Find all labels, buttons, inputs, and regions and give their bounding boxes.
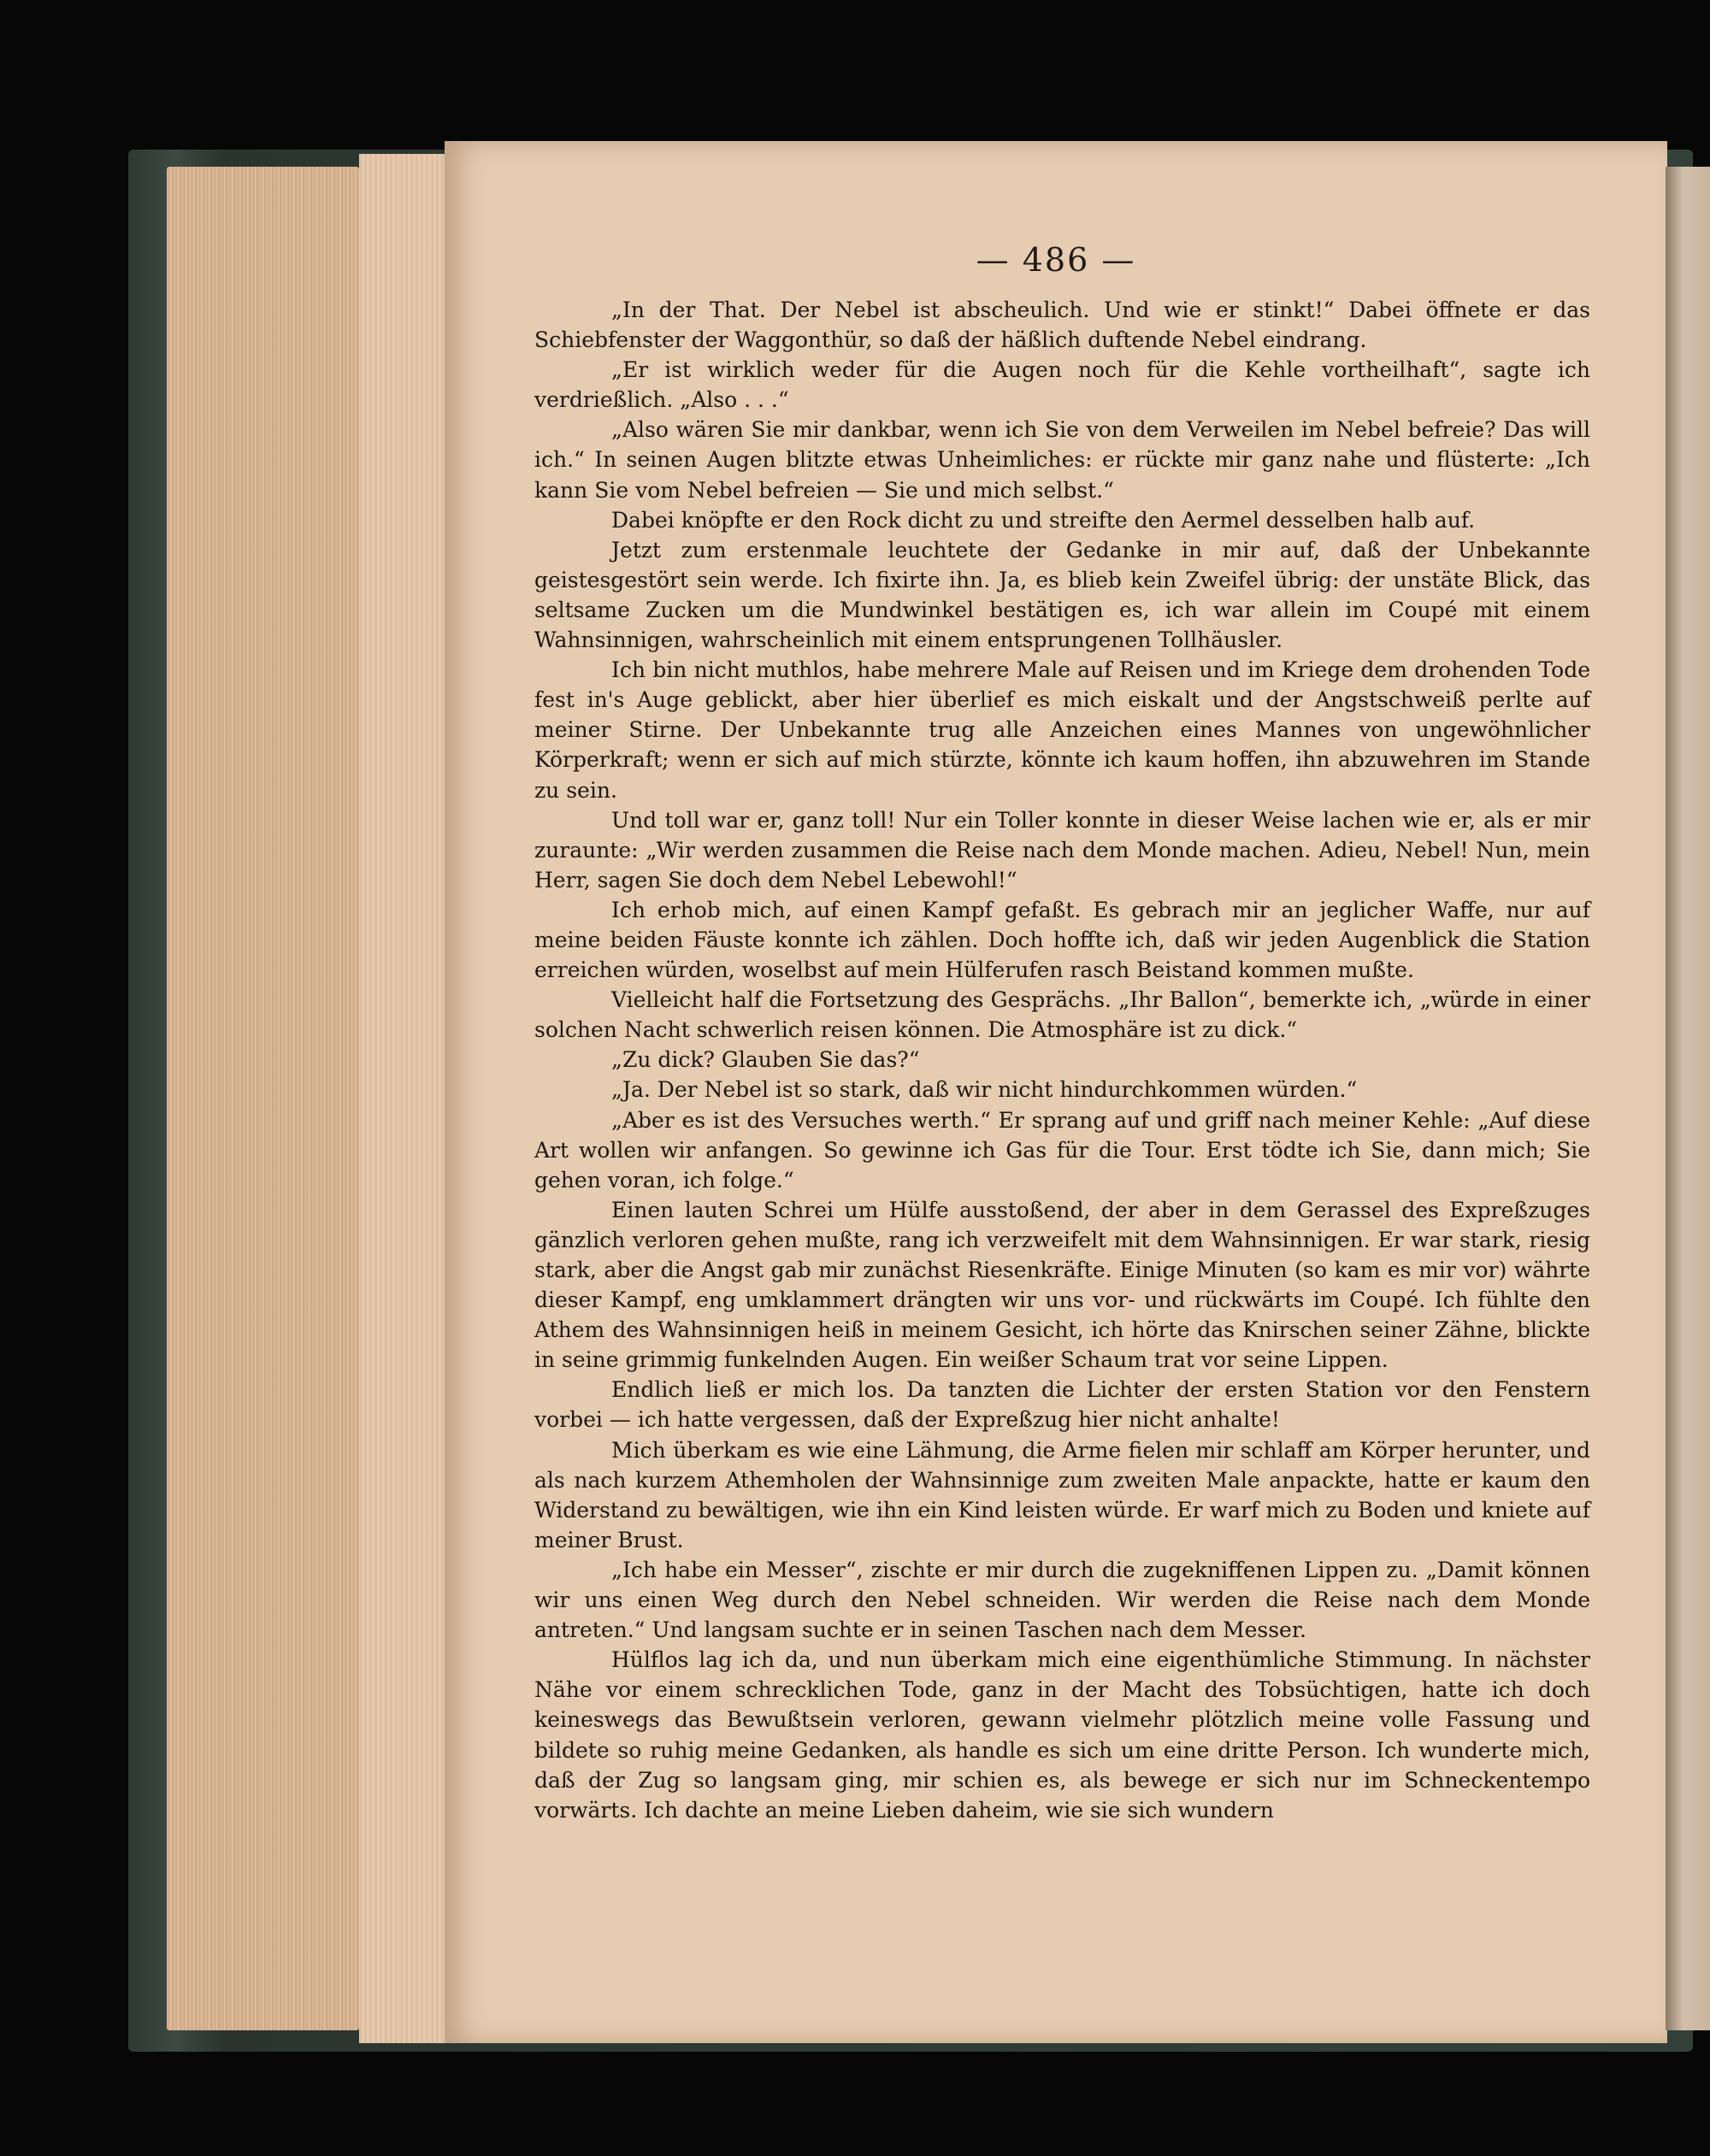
paragraph: Mich überkam es wie eine Lähmung, die Arme fielen mir schlaff am Körper herunter, und als nach kurzem Athemholen der Wahnsinnige zum zweiten Male anpackte, hatte er kaum den Widerstand zu bewältigen, wie ihn ein Kind leisten würde. Er warf mich zu Boden und kniete auf meiner Brust. — [534, 1437, 1590, 1552]
page-number: — 486 — — [976, 241, 1136, 279]
paragraph: Dabei knöpfte er den Rock dicht zu und streifte den Aermel desselben halb auf. — [611, 507, 1476, 533]
paragraph: Ich bin nicht muthlos, habe mehrere Male auf Reisen und im Kriege dem drohenden Tode fest in's Auge geblickt, aber hier überlief es mich eiskalt und der Angstschweiß perlte auf meiner Stirne. Der Unbekannte trug alle Anzeichen eines Mannes von ungewöhnlicher Körperkraft; wenn er sich auf mich stürzte, könnte ich kaum hoffen, ihn abzuwehren im Stande zu sein. — [534, 657, 1590, 803]
paragraph: Hülflos lag ich da, und nun überkam mich eine eigenthümliche Stimmung. In nächster Nähe vor einem schrecklichen Tode, ganz in der Macht des Tobsüchtigen, hatte ich doch keineswegs das Bewußtsein verloren, gewann vielmehr plötzlich meine volle Fassung und bildete so ruhig meine Gedanken, als handle es sich um eine dritte Person. Ich wunderte mich, daß der Zug so langsam ging, mir schien es, als bewege er sich nur im Schneckentempo vorwärts. Ich dachte an meine Lieben daheim, wie sie sich wundern — [534, 1647, 1590, 1823]
paragraph: „Ich habe ein Messer“, zischte er mir durch die zugekniffenen Lippen zu. „Damit können wir uns einen Weg durch den Nebel schneiden. Wir werden die Reise nach dem Monde antreten.“ Und langsam suchte er in seinen Taschen nach dem Messer. — [534, 1557, 1590, 1643]
paragraph: Und toll war er, ganz toll! Nur ein Toller konnte in dieser Weise lachen wie er, als er mir zuraunte: „Wir werden zusammen die Reise nach dem Monde machen. Adieu, Nebel! Nun, mein Herr, sagen Sie doch dem Nebel Lebewohl!“ — [534, 807, 1590, 892]
paragraph: Einen lauten Schrei um Hülfe ausstoßend, der aber in dem Gerassel des Expreßzuges gänzlich verloren gehen mußte, rang ich verzweifelt mit dem Wahnsinnigen. Er war stark, riesig stark, aber die Angst gab mir zunächst Riesenkräfte. Einige Minuten (so kam es mir vor) währte dieser Kampf, eng umklammert drängten wir uns vor- und rückwärts im Coupé. Ich fühlte den Athem des Wahnsinnigen heiß in meinem Gesicht, ich hörte das Knirschen seiner Zähne, blickte in seine grimmig funkelnden Augen. Ein weißer Schaum trat vor seine Lippen. — [534, 1197, 1590, 1373]
opposite-page-edge — [1666, 167, 1710, 2030]
paragraph: Endlich ließ er mich los. Da tanzten die Lichter der ersten Station vor den Fenstern vorbei — ich hatte vergessen, daß der Expreßzug hier nicht anhalte! — [534, 1377, 1590, 1433]
paragraph: „Ja. Der Nebel ist so stark, daß wir nicht hindurchkommen würden.“ — [611, 1077, 1358, 1103]
page-edges-inner — [359, 154, 453, 2043]
paragraph: „In der That. Der Nebel ist abscheulich. Und wie er stinkt!“ Dabei öffnete er das Schiebfenster der Waggonthür, so daß der häßlich duftende Nebel eindrang. — [534, 297, 1590, 353]
paragraph: „Zu dick? Glauben Sie das?“ — [611, 1047, 920, 1073]
paragraph: Jetzt zum erstenmale leuchtete der Gedanke in mir auf, daß der Unbekannte geistesgestört sein werde. Ich fixirte ihn. Ja, es blieb kein Zweifel übrig: der unstäte Blick, das seltsame Zucken um die Mundwinkel bestätigen es, ich war allein im Coupé mit einem Wahnsinnigen, wahrscheinlich mit einem entsprungenen Tollhäusler. — [534, 537, 1590, 653]
paragraph: „Aber es ist des Versuches werth.“ Er sprang auf und griff nach meiner Kehle: „Auf diese Art wollen wir anfangen. So gewinne ich Gas für die Tour. Erst tödte ich Sie, dann mich; Sie gehen voran, ich folge.“ — [534, 1107, 1590, 1193]
paragraph: „Er ist wirklich weder für die Augen noch für die Kehle vortheilhaft“, sagte ich verdrießlich. „Also . . .“ — [534, 357, 1590, 413]
page-edges — [167, 167, 359, 2030]
paragraph: Ich erhob mich, auf einen Kampf gefaßt. Es gebrach mir an jeglicher Waffe, nur auf meine beiden Fäuste konnte ich zählen. Doch hoffte ich, daß wir jeden Augenblick die Station erreichen würden, woselbst auf mein Hülferufen rasch Beistand kommen mußte. — [534, 897, 1590, 983]
paragraph: Vielleicht half die Fortsetzung des Gesprächs. „Ihr Ballon“, bemerkte ich, „würde in einer solchen Nacht schwerlich reisen können. Die Atmosphäre ist zu dick.“ — [534, 987, 1590, 1043]
body-text — [534, 295, 1590, 1825]
paragraph: „Also wären Sie mir dankbar, wenn ich Sie von dem Verweilen im Nebel befreie? Das will ich.“ In seinen Augen blitzte etwas Unheimliches: er rückte mir ganz nahe und flüsterte: „Ich kann Sie vom Nebel befreien — Sie und mich selbst.“ — [534, 417, 1590, 503]
